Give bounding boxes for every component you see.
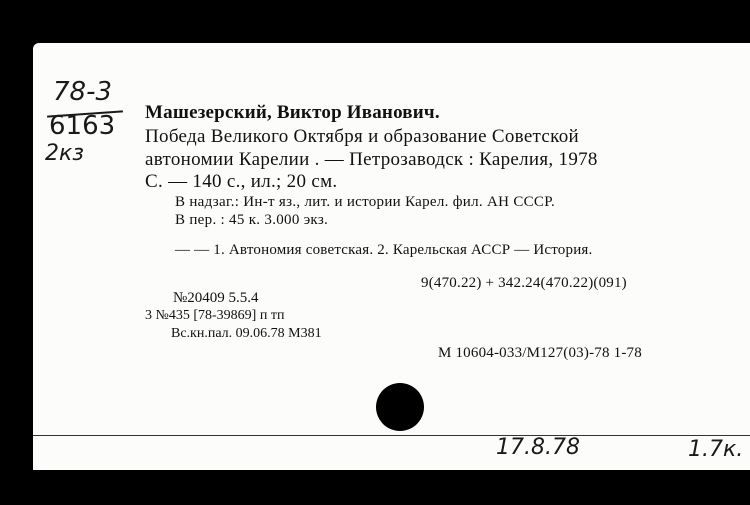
- note-binding: В пер. : 45 к. 3.000 экз.: [175, 212, 329, 228]
- handwritten-page-mark: 1.7к.: [688, 437, 744, 462]
- record-registry: Вс.кн.пал. 09.06.78 М381: [171, 326, 322, 341]
- title-line-3: С. — 140 с., ил.; 20 см.: [145, 171, 338, 192]
- handwritten-date: 17.8.78: [496, 435, 580, 460]
- classification-code: 9(470.22) + 342.24(470.22)(091): [421, 275, 627, 291]
- author-heading: Машезерский, Виктор Иванович.: [145, 102, 440, 123]
- title-line-2: автономии Карелии . — Петрозаводск : Карелия, 1978: [145, 149, 598, 170]
- catalog-card: [33, 43, 750, 470]
- bottom-divider: [33, 435, 750, 436]
- title-line-1: Победа Великого Октября и образование Советской: [145, 126, 579, 147]
- subject-headings: — — 1. Автономия советская. 2. Карельская АССР — История.: [175, 242, 593, 258]
- record-reference: 3 №435 [78-39869] п тп: [145, 308, 285, 323]
- punch-hole: [376, 383, 424, 431]
- note-header: В надзаг.: Ин-т яз., лит. и истории Карел. фил. АН СССР.: [175, 194, 556, 210]
- price-code: М 10604-033/М127(03)-78 1-78: [438, 345, 642, 361]
- handwritten-mark: 2кз: [45, 141, 84, 166]
- handwritten-shelf-bottom: 6163: [49, 111, 116, 141]
- record-number: №20409 5.5.4: [173, 290, 259, 306]
- handwritten-shelf-top: 78-3: [53, 77, 113, 107]
